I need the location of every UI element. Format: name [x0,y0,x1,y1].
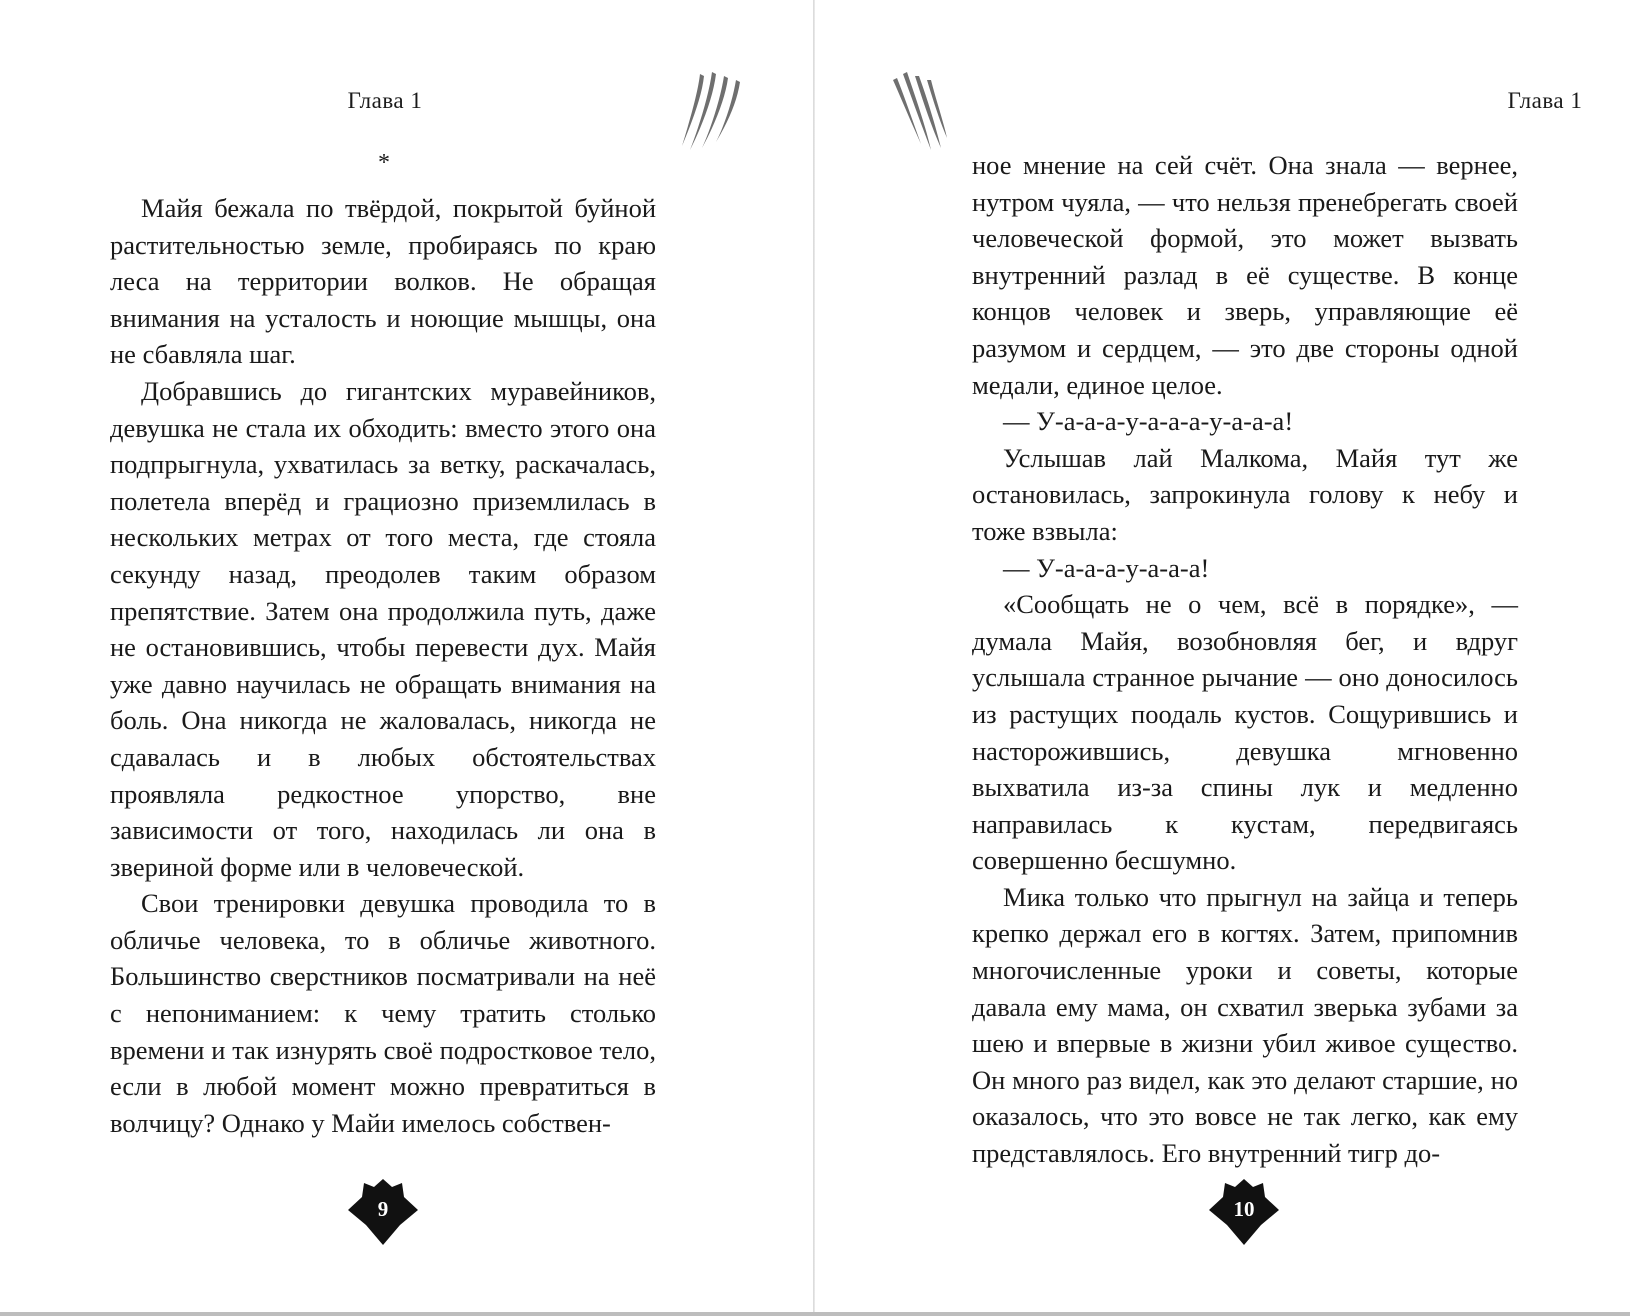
paragraph: Майя бежала по твёрдой, покрытой буйной растительностью земле, пробираясь по краю леса на территории волков. Не обращая внимания на усталость и ноющие мышцы, она не сбавляла шаг. [110,193,656,370]
paragraph: «Сообщать не о чем, всё в порядке», — думала Майя, возобновляя бег, и вдруг услышала странное рычание — оно доносилось из растущих поодаль кустов. Сощурившись и насторожившись, девушка мгновенно выхватила из-за спины лук и медленно направилась к кустам, передвигаясь совершенно бесшумно. [972,589,1518,876]
page-number-badge [346,1177,420,1247]
body-text [110,190,656,1141]
paragraph: ное мнение на сей счёт. Она знала — вернее, нутром чуяла, — что нельзя пренебрегать своей человеческой формой, это может вызвать внутренний разлад в её существе. В конце концов человек и зверь, управляющие её разумом и сердцем, — это две стороны одной медали, единое целое. [972,150,1518,400]
left-page [0,0,814,1316]
paragraph: Добравшись до гигантских муравейников, девушка не стала их обходить: вместо этого она подпрыгнула, ухватилась за ветку, раскачалась, полетела вперёд и грациозно приземлилась в нескольких метрах от того места, где стояла секунду назад, преодолев таким образом препятствие. Затем она продолжила путь, даже не остановившись, чтобы перевести дух. Майя уже давно научилась не обращать внимания на боль. Она никогда не жаловалась, никогда не сдавалась и в любых обстоятельствах проявляла редкостное упорство, вне зависимости от того, находилась ли она в звериной форме или в человеческой. [110,375,656,882]
page-bottom-edge [0,1312,1630,1316]
body-text [972,147,1518,1172]
section-break: * [378,150,390,176]
claw-scratch-icon [680,72,744,152]
page-number: 10 [1233,1197,1255,1221]
right-page [815,0,1629,1316]
claw-scratch-icon [885,72,949,152]
running-head: Глава 1 [1507,88,1583,113]
paragraph: — У-а-а-а-у-а-а-а-у-а-а-а! [1003,406,1294,437]
paragraph: — У-а-а-а-у-а-а-а! [1003,552,1210,583]
paragraph: Услышав лай Малкома, Майя тут же остановилась, запрокинула голову к небу и тоже взвыла: [972,442,1518,546]
paragraph: Свои тренировки девушка проводила то в обличье человека, то в обличье животного. Большинство сверстников посматривали на неё с непониманием: к чему тратить столько времени и так изнурять своё подростковое тело, если в любой момент можно превратиться в волчицу? Однако у Майи имелось собствен- [110,888,656,1138]
running-head: Глава 1 [347,88,423,113]
page-number-badge [1207,1177,1281,1247]
page-number: 9 [377,1197,389,1221]
paragraph: Мика только что прыгнул на зайца и теперь крепко держал его в когтях. Затем, припомнив многочисленные уроки и советы, которые давала ему мама, он схватил зверька зубами за шею и впервые в жизни убил живое существо. Он много раз видел, как это делают старшие, но оказалось, что это вовсе не так легко, как ему представлялось. Его внутренний тигр до- [972,881,1518,1169]
